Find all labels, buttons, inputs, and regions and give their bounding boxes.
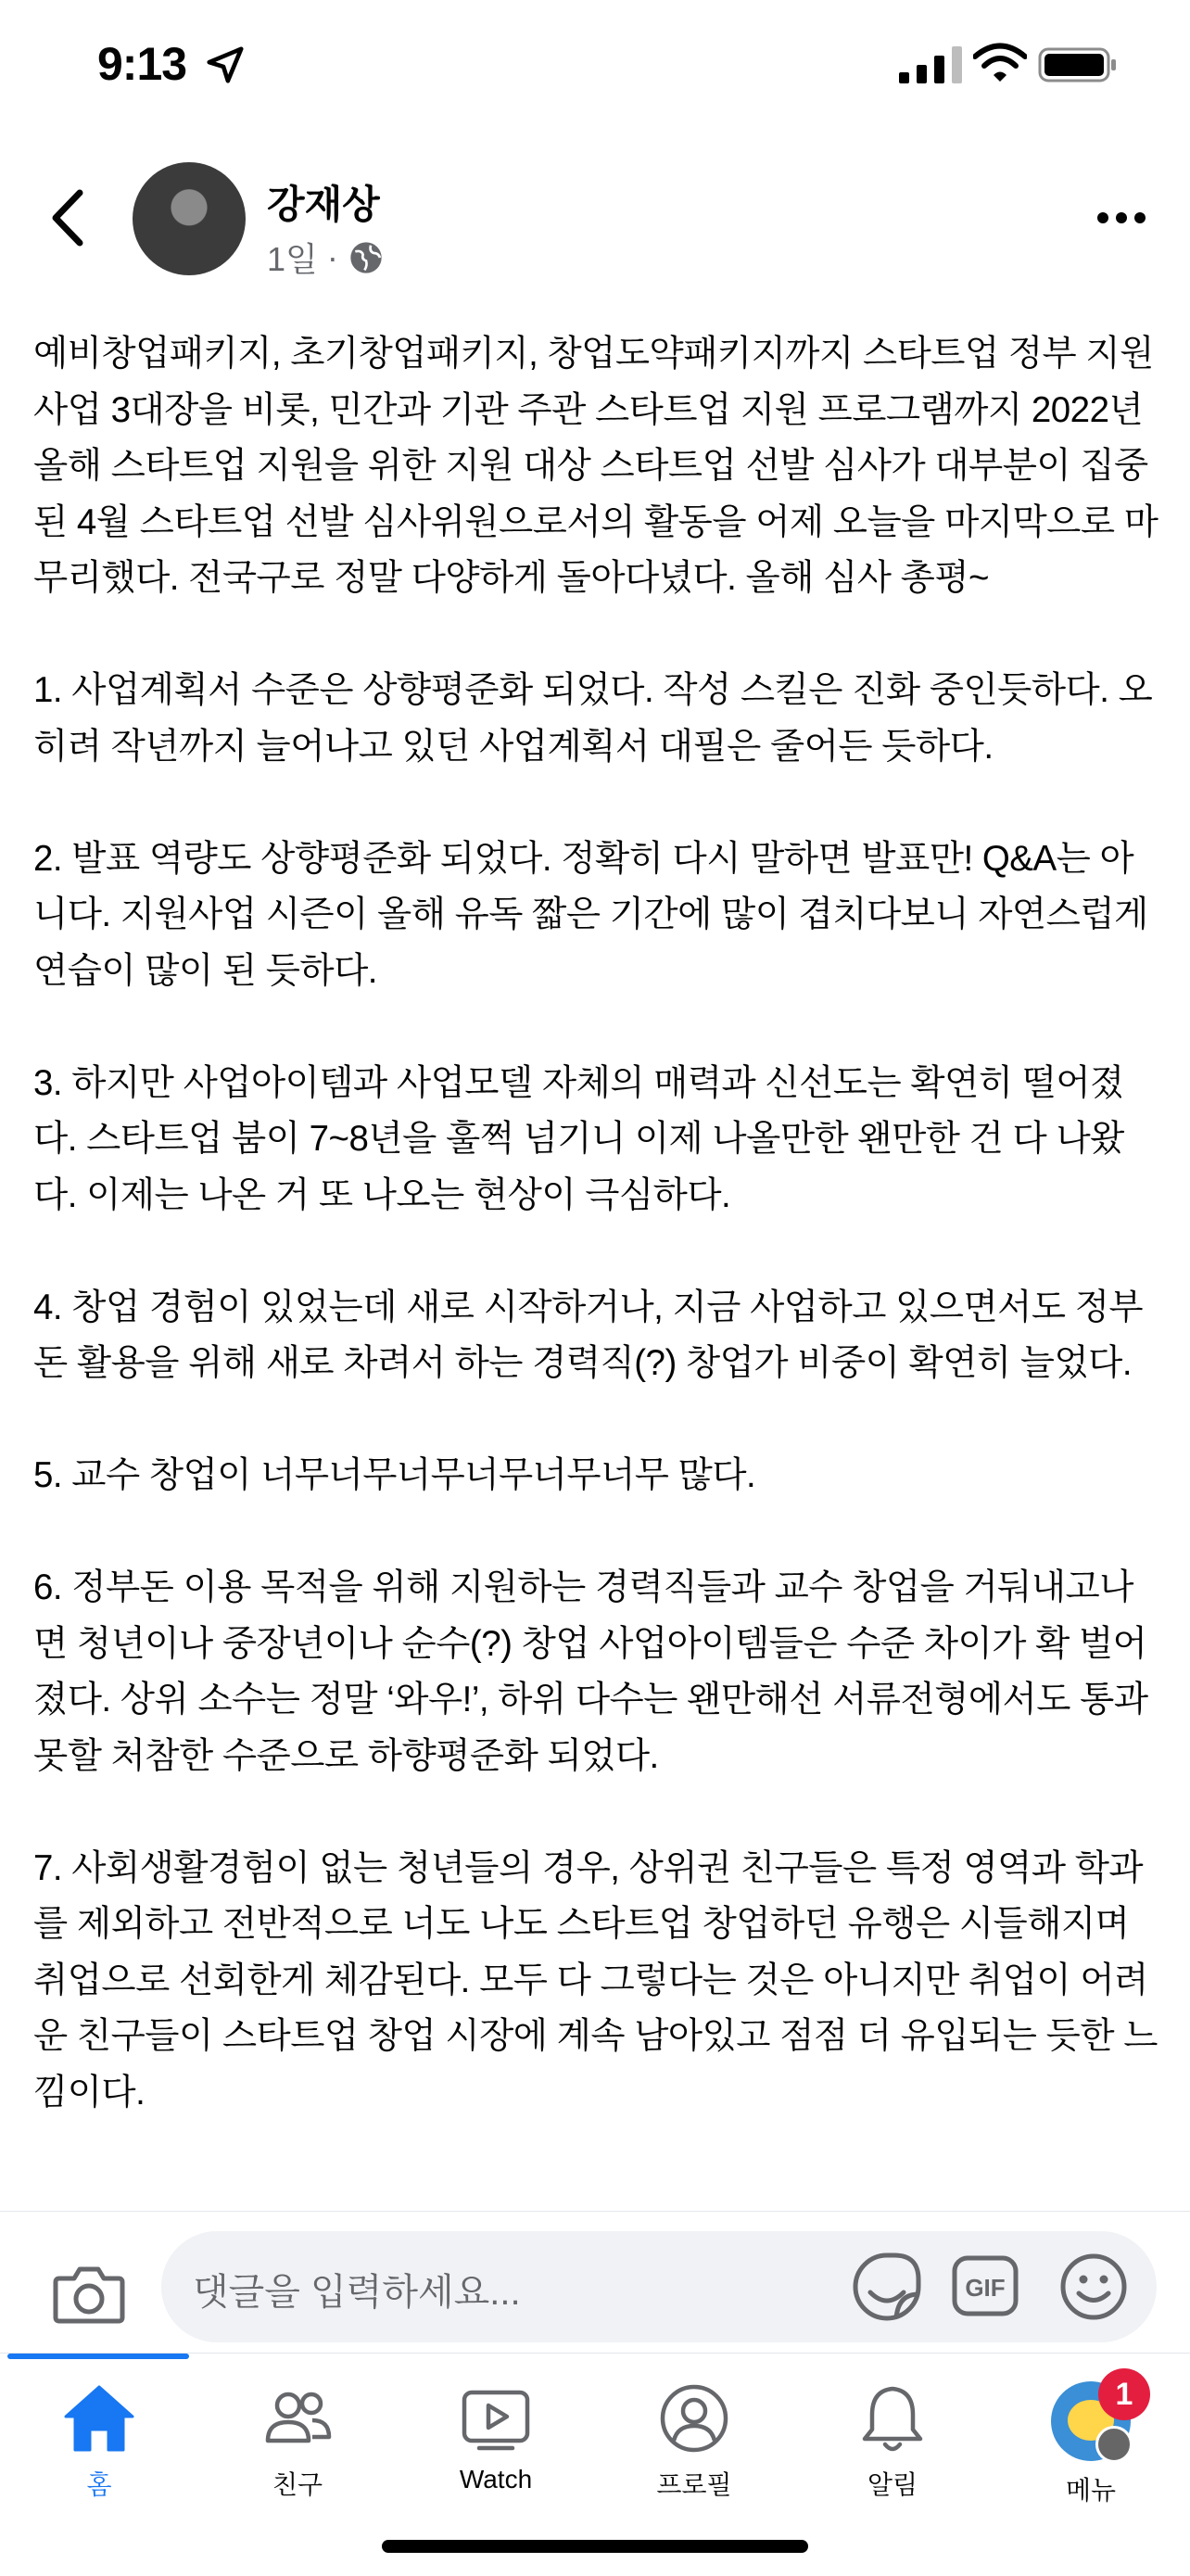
meta-separator: ·: [326, 237, 338, 276]
gif-label: GIF: [965, 2274, 1006, 2302]
comment-composer: [0, 2211, 1190, 2351]
back-chevron-icon[interactable]: [44, 185, 91, 250]
tab-menu[interactable]: [1003, 2381, 1179, 2548]
tab-label: 홈: [86, 2470, 112, 2499]
tab-watch[interactable]: [408, 2381, 584, 2548]
bell-icon: [855, 2381, 930, 2455]
tab-label: 프로필: [656, 2470, 732, 2499]
tab-label: 알림: [867, 2470, 918, 2499]
battery-icon: [1038, 46, 1118, 83]
post-body: 예비창업패키지, 초기창업패키지, 창업도약패키지까지 스타트업 정부 지원사업 3대장을 비롯, 민간과 기관 주관 스타트업 지원 프로그램까지 2022년 올해 스타트업 지원을 위한 지원 대상 스타트업 선발 심사가 대부분이 집중된 4월 스타트업 선발 심사위원으로서의 활동을 어제 오늘을 마지막으로 마무리했다. 전국구로 정말 다양하게 돌아다녔다. 올해 심사 총평~ 1. 사업계획서 수준은 상향평준화 되었다. 작성 스킬은 진화 중인듯하다. 오히려 작년까지 늘어나고 있던 사업계획서 대필은 줄어든 듯하다. 2. 발표 역량도 상향평준화 되었다. 정확히 다시 말하면 발표만! Q&A는 아니다. 지원사업 시즌이 올해 유독 짧은 기간에 많이 겹치다보니 자연스럽게 연습이 많이 된 듯하다. 3. 하지만 사업아이템과 사업모델 자체의 매력과 신선도는 확연히 떨어졌다. 스타트업 붐이 7~8년을 훌쩍 넘기니 이제 나올만한 왠만한 건 다 나왔다. 이제는 나온 거 또 나오는 현상이 극심하다. 4. 창업 경험이 있었는데 새로 시작하거나, 지금 사업하고 있으면서도 정부돈 활용을 위해 새로 차려서 하는 경력직(?) 창업가 비중이 확연히 늘었다. 5. 교수 창업이 너무너무너무너무너무너무 많다. 6. 정부돈 이용 목적을 위해 지원하는 경력직들과 교수 창업을 거둬내고나면 청년이나 중장년이나 순수(?) 창업 사업아이템들은 수준 차이가 확 벌어졌다. 상위 소수는 정말 ‘와우!’, 하위 다수는 왠만해선 서류전형에서도 통과 못할 처참한 수준으로 하향평준화 되었다. 7. 사회생활경험이 없는 청년들의 경우, 상위권 친구들은 특정 영역과 학과를 제외하고 전반적으로 너도 나도 스타트업 창업하던 유행은 시들해지며 취업으로 선회한게 체감된다. 모두 다 그렇다는 것은 아니지만 취업이 어려운 친구들이 스타트업 창업 시장에 계속 남아있고 점점 더 유입되는 듯한 느낌이다.: [33, 334, 1158, 2113]
friends-icon: [260, 2381, 335, 2455]
wifi-icon: [973, 43, 1027, 83]
camera-icon[interactable]: [52, 2260, 126, 2325]
emoji-icon[interactable]: [1058, 2252, 1129, 2322]
profile-icon: [657, 2381, 731, 2455]
tab-profile[interactable]: [606, 2381, 782, 2548]
tab-friends[interactable]: [209, 2381, 386, 2548]
location-arrow-icon: [204, 44, 247, 86]
comment-input[interactable]: [161, 2231, 1157, 2342]
post-time[interactable]: 1일: [267, 240, 318, 278]
status-bar: [0, 0, 1190, 130]
post-meta: [267, 234, 385, 281]
tab-label: 친구: [272, 2470, 323, 2499]
gif-icon[interactable]: [952, 2255, 1019, 2316]
cellular-signal-icon: [899, 46, 964, 83]
comment-placeholder: 댓글을 입력하세요...: [193, 2272, 521, 2313]
sticker-icon[interactable]: [852, 2252, 922, 2322]
status-time: 9:13: [97, 38, 187, 90]
home-icon: [62, 2381, 136, 2455]
author-name[interactable]: 강재상: [267, 183, 380, 226]
watch-icon: [459, 2381, 533, 2455]
active-tab-indicator: [7, 2354, 189, 2359]
home-indicator: [382, 2540, 808, 2553]
more-options-icon[interactable]: [1094, 204, 1149, 232]
globe-icon: [348, 239, 385, 276]
tab-home[interactable]: [11, 2381, 187, 2548]
tab-label: Watch: [459, 2465, 533, 2494]
author-avatar[interactable]: [133, 162, 246, 275]
tab-label: 메뉴: [1065, 2476, 1117, 2505]
tab-notifications[interactable]: [804, 2381, 981, 2548]
menu-lines-icon: [1095, 2426, 1133, 2463]
notification-badge: 1: [1098, 2368, 1150, 2420]
